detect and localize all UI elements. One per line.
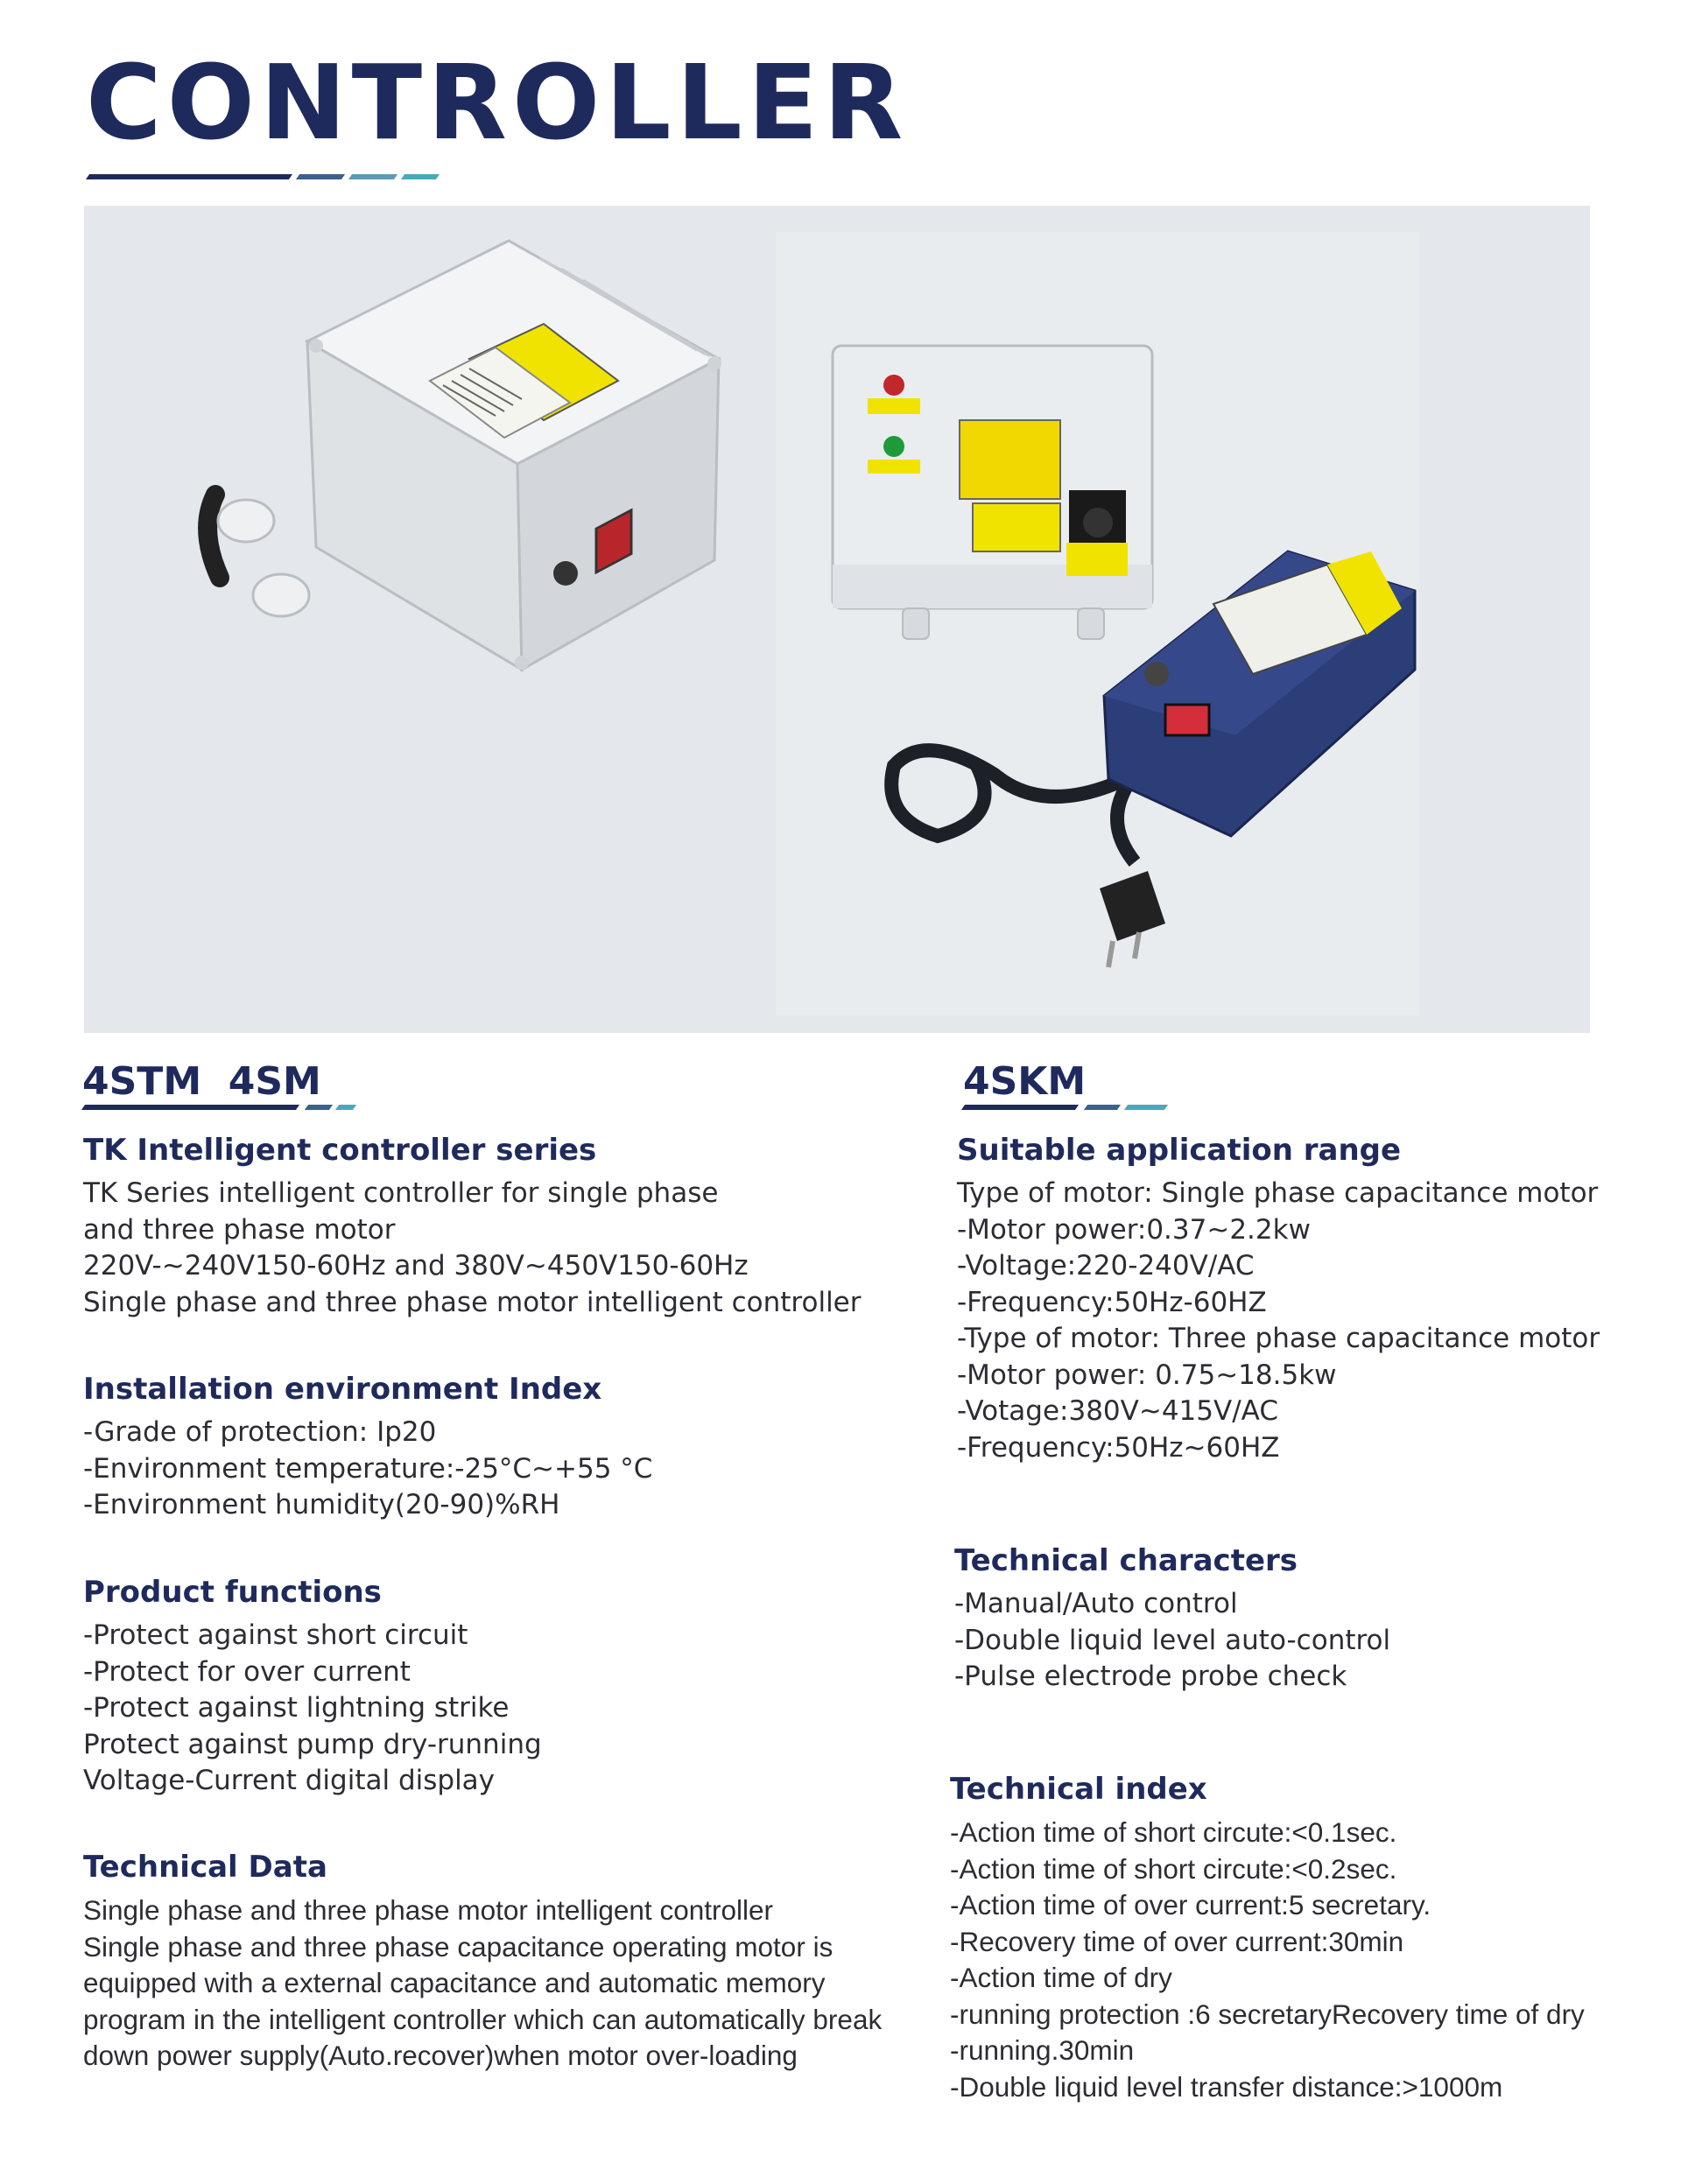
text-line: Voltage-Current digital display	[83, 1765, 496, 1796]
text-line: -Voltage:220-240V/AC	[957, 1250, 1255, 1282]
text-line: TK Series intelligent controller for single phase	[83, 1177, 719, 1209]
title-underline	[88, 174, 438, 179]
section-title-installation: Installation environment Index	[83, 1372, 602, 1407]
section-title-tk-series: TK Intelligent controller series	[83, 1133, 597, 1168]
text-line: equipped with a external capacitance and automatic memory	[83, 1967, 826, 1998]
text-line: -Action time of short circute:<0.1sec.	[950, 1816, 1397, 1848]
text-line: -Motor power:0.37~2.2kw	[957, 1213, 1311, 1246]
text-line: -Type of motor: Three phase capacitance motor	[957, 1323, 1600, 1354]
section-body-tk-series	[83, 1176, 862, 1321]
section-body-installation	[83, 1415, 652, 1524]
section-title-technical-index: Technical index	[950, 1772, 1207, 1807]
section-title-product-functions: Product functions	[83, 1575, 382, 1610]
text-line: down power supply(Auto.recover)when motor over-loading	[83, 2040, 798, 2071]
text-line: -Frequency:50Hz-60HZ	[957, 1286, 1267, 1318]
text-line: -Motor power: 0.75~18.5kw	[957, 1359, 1337, 1391]
text-line: -Pulse electrode probe check	[954, 1661, 1347, 1692]
text-line: -Frequency:50Hz~60HZ	[957, 1431, 1280, 1464]
model-title-4skm: 4SKM	[963, 1059, 1087, 1104]
text-line: Type of motor: Single phase capacitance motor	[957, 1177, 1599, 1209]
section-title-technical-characters: Technical characters	[954, 1543, 1298, 1578]
text-line: -Action time of over current:5 secretary.	[950, 1889, 1431, 1921]
product-photo	[84, 206, 1590, 1033]
text-line: -Action time of short circute:<0.2sec.	[950, 1852, 1397, 1885]
text-line: -running protection :6 secretaryRecovery time of dry	[950, 1998, 1585, 2030]
section-body-product-functions	[83, 1618, 542, 1800]
model-title-4stm-4sm: 4STM 4SM	[82, 1059, 321, 1104]
text-line: -Votage:380V~415V/AC	[957, 1395, 1278, 1427]
three-phase-control-box	[833, 346, 1152, 639]
text-line: -Double liquid level transfer distance:>1000m	[950, 2070, 1503, 2103]
section-title-technical-data: Technical Data	[83, 1850, 327, 1885]
text-line: Single phase and three phase motor intelligent controller	[83, 1894, 773, 1926]
text-line: 220V-~240V150-60Hz and 380V~450V150-60Hz	[83, 1250, 749, 1282]
page-title: CONTROLLER	[86, 42, 909, 163]
text-line: program in the intelligent controller which can automatically break	[83, 2003, 883, 2035]
section-title-application-range: Suitable application range	[957, 1133, 1402, 1168]
text-line: -running.30min	[950, 2034, 1135, 2066]
text-line: -Protect for over current	[83, 1655, 411, 1688]
section-body-technical-data	[83, 1893, 882, 2075]
text-line: Protect against pump dry-running	[83, 1728, 542, 1760]
text-line: -Environment temperature:-25°C~+55 °C	[83, 1452, 653, 1485]
section-body-technical-index	[950, 1815, 1585, 2105]
text-line: and three phase motor	[83, 1213, 396, 1246]
text-line: -Recovery time of over current:30min	[950, 1925, 1404, 1957]
text-line: -Protect against lightning strike	[83, 1692, 510, 1724]
text-line: -Grade of protection: Ip20	[83, 1416, 437, 1448]
section-body-technical-characters	[954, 1586, 1390, 1696]
text-line: -Protect against short circuit	[83, 1619, 468, 1651]
model-underline-left	[83, 1105, 350, 1110]
text-line: Single phase and three phase motor intelligent controller	[83, 1286, 862, 1318]
text-line: -Manual/Auto control	[954, 1588, 1238, 1619]
text-line: -Environment humidity(20-90)%RH	[83, 1489, 560, 1520]
text-line: -Double liquid level auto-control	[954, 1624, 1391, 1656]
text-line: Single phase and three phase capacitance operating motor is	[83, 1930, 833, 1963]
model-underline-right	[963, 1105, 1166, 1110]
section-body-application-range	[957, 1176, 1600, 1466]
text-line: -Action time of dry	[950, 1962, 1172, 1993]
